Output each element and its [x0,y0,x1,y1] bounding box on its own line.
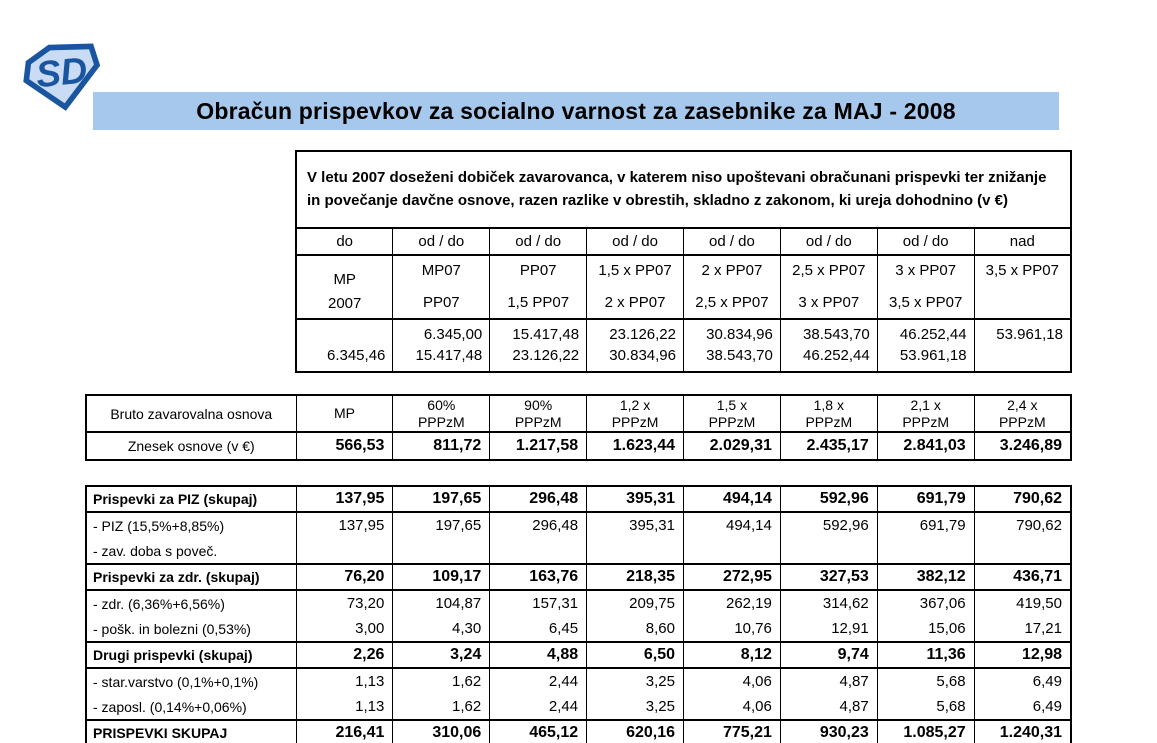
contrib-sub-values: 790,62 [974,512,1071,564]
qualifier-cell: od / do [684,228,781,255]
profit-amount-row [296,319,1071,372]
amount-top: 15.417,48 [512,326,580,343]
qualifier-cell: do [296,228,393,255]
contrib-value-cell: 620,16 [587,720,684,743]
base-header-cell [780,395,877,432]
base-header-line2: PPPzM [417,413,465,430]
base-label-header: Bruto zavarovalna osnova [86,395,296,432]
base-header-line1: 1,5 x [716,396,748,413]
range-bottom: 2 x PP07 [604,294,666,311]
contrib-sub-values: 137,95 [296,512,393,564]
contrib-total-row-zdr [86,564,1071,590]
amount-cell [684,319,781,372]
contrib-value-cell: 930,23 [780,720,877,743]
base-row-label: Znesek osnove (v €) [86,432,296,460]
gross-base-table [85,394,1072,461]
contrib-sub-block-zdr [86,590,1071,642]
qualifier-cell: od / do [490,228,587,255]
contrib-sub-label: - pošk. in bolezni (0,53%) [93,620,251,637]
contrib-value-cell: 395,31 [587,486,684,512]
contrib-sub-values: 296,48 [490,512,587,564]
contributions-table [85,485,1072,743]
base-header-row [86,395,1071,432]
base-header-line2: PPPzM [902,413,950,430]
contrib-row-label: Prispevki za PIZ (skupaj) [86,486,296,512]
qualifier-cell: od / do [877,228,974,255]
contrib-value-cell: 4,88 [490,642,587,668]
amount-cell [587,319,684,372]
contrib-value-cell: 592,96 [780,486,877,512]
contrib-sub-values: 73,20 3,00 [296,590,393,642]
contrib-value-cell: 691,79 [877,486,974,512]
contrib-sub-labels [86,668,296,720]
base-header-line2: PPPzM [805,413,853,430]
title-banner [93,92,1059,130]
contrib-value-cell: 109,17 [393,564,490,590]
profit-caption-row [296,151,1071,228]
qualifier-cell: od / do [587,228,684,255]
base-header-line1: 60% [427,396,456,413]
base-header-cell [684,395,781,432]
qualifier-cell: nad [974,228,1071,255]
range-top: 2 x PP07 [701,262,763,279]
base-header-cell [393,395,490,432]
contrib-sub-values: 592,96 [780,512,877,564]
contrib-value-cell: 775,21 [684,720,781,743]
sd-logo [22,40,102,112]
contrib-row-label: Drugi prispevki (skupaj) [86,642,296,668]
range-bottom: 3,5 x PP07 [888,294,963,311]
amount-bottom: 6.345,46 [326,347,386,364]
contrib-value-cell: 2,26 [296,642,393,668]
contrib-sub-block-piz [86,512,1071,564]
range-cell [393,255,490,319]
amount-top: 53.961,18 [996,326,1063,343]
base-header-line2: PPPzM [514,413,562,430]
qualifier-cell: od / do [393,228,490,255]
contrib-sub-labels [86,590,296,642]
contrib-value-cell: 76,20 [296,564,393,590]
base-header-cell [490,395,587,432]
contrib-sub-values: 367,06 15,06 [877,590,974,642]
base-header-cell [877,395,974,432]
profit-table-caption: V letu 2007 doseženi dobiček zavarovanca, v katerem niso upoštevani obračunani prispevki ter znižanje in povečanje davčne osnove, razen razlike v obrestih, skladno z zakonom, ki ureja dohodnino (v €) [296,151,1071,228]
contrib-sub-values: 4,06 4,06 [684,668,781,720]
contrib-value-cell: 163,76 [490,564,587,590]
base-header-line2: PPPzM [611,413,659,430]
amount-cell [393,319,490,372]
qualifier-cell: od / do [780,228,877,255]
contrib-sub-values: 419,50 17,21 [974,590,1071,642]
range-bottom: 3 x PP07 [798,294,860,311]
amount-top: 23.126,22 [609,326,676,343]
base-header-line1: MP [333,405,355,421]
contrib-sub-label: - zdr. (6,36%+6,56%) [93,595,225,612]
contrib-sub-values: 209,75 8,60 [587,590,684,642]
base-value-cell: 566,53 [296,432,393,460]
base-header-cell [587,395,684,432]
base-header-line1: 1,2 x [619,396,651,413]
amount-top: 38.543,70 [803,326,870,343]
base-header-line1: 1,8 x [813,396,844,413]
contrib-value-cell: 11,36 [877,642,974,668]
range-top: 3 x PP07 [895,262,957,279]
contrib-sub-values: 314,62 12,91 [780,590,877,642]
range-top: 2,5 x PP07 [792,262,866,279]
contrib-sub-values: 1,62 1,62 [393,668,490,720]
contrib-sub-values: 157,31 6,45 [490,590,587,642]
base-header-line2: PPPzM [708,413,756,430]
base-value-cell: 1.623,44 [587,432,684,460]
contrib-value-cell: 465,12 [490,720,587,743]
amount-top: 46.252,44 [899,326,967,343]
contrib-sub-values: 2,44 2,44 [490,668,587,720]
contrib-sub-label: - PIZ (15,5%+8,85%) [93,517,225,534]
amount-cell [877,319,974,372]
contrib-total-row-drugi [86,642,1071,668]
sd-diamond-icon [22,40,102,112]
contrib-value-cell: 3,24 [393,642,490,668]
range-cell [490,255,587,319]
amount-cell [780,319,877,372]
contrib-sub-label: - star.varstvo (0,1%+0,1%) [93,673,259,690]
range-bottom: 2007 [328,295,362,312]
contrib-value-cell: 137,95 [296,486,393,512]
contrib-row-label: PRISPEVKI SKUPAJ [86,720,296,743]
range-cell [877,255,974,319]
svg-text:SD: SD [34,49,90,96]
contrib-sub-values: 104,87 4,30 [393,590,490,642]
amount-bottom: 38.543,70 [706,347,773,364]
contrib-sub-values: 5,68 5,68 [877,668,974,720]
contrib-sub-block-drugi [86,668,1071,720]
profit-range-row [296,255,1071,319]
base-value-cell: 3.246,89 [974,432,1071,460]
contrib-total-row-piz [86,486,1071,512]
contrib-sub-values: 1,13 1,13 [296,668,393,720]
range-bottom: PP07 [422,294,460,311]
amount-bottom: 30.834,96 [609,347,676,364]
base-value-cell: 1.217,58 [490,432,587,460]
range-cell [780,255,877,319]
contrib-sub-label: - zaposl. (0,14%+0,06%) [93,698,247,715]
contrib-sub-values: 4,87 4,87 [780,668,877,720]
base-header-line1: 2,1 x [910,396,941,413]
base-header-line1: 90% [524,396,553,413]
contrib-value-cell: 8,12 [684,642,781,668]
range-top: MP [333,271,356,288]
range-top: PP07 [519,262,557,279]
amount-bottom: 46.252,44 [803,347,870,364]
base-value-row [86,432,1071,460]
contrib-value-cell: 218,35 [587,564,684,590]
amount-cell [974,319,1071,372]
contrib-value-cell: 494,14 [684,486,781,512]
amount-bottom: 53.961,18 [899,347,967,364]
base-header-line1: 2,4 x [1007,396,1038,413]
amount-cell [490,319,587,372]
contrib-value-cell: 1.085,27 [877,720,974,743]
amount-top: 30.834,96 [706,326,773,343]
amount-bottom: 15.417,48 [415,347,483,364]
range-cell [974,255,1071,319]
contrib-sub-values: 691,79 [877,512,974,564]
contrib-grand-total-row [86,720,1071,743]
base-value-cell: 2.435,17 [780,432,877,460]
contrib-value-cell: 296,48 [490,486,587,512]
profit-qualifier-row [296,228,1071,255]
contrib-sub-values: 197,65 [393,512,490,564]
contrib-value-cell: 1.240,31 [974,720,1071,743]
contrib-row-label: Prispevki za zdr. (skupaj) [86,564,296,590]
contrib-value-cell: 197,65 [393,486,490,512]
base-value-cell: 2.029,31 [684,432,781,460]
contrib-value-cell: 6,50 [587,642,684,668]
range-top: 1,5 x PP07 [598,262,672,279]
contrib-sub-values: 6,49 6,49 [974,668,1071,720]
profit-ranges-table [295,150,1072,373]
contrib-value-cell: 12,98 [974,642,1071,668]
range-top: MP07 [421,262,461,279]
base-value-cell: 2.841,03 [877,432,974,460]
contrib-sub-label: - zav. doba s poveč. [93,542,218,559]
range-bottom: 1,5 PP07 [507,294,570,311]
contrib-value-cell: 790,62 [974,486,1071,512]
contrib-value-cell: 272,95 [684,564,781,590]
contrib-sub-labels [86,512,296,564]
amount-top: 6.345,00 [423,326,483,343]
range-cell [587,255,684,319]
contrib-value-cell: 216,41 [296,720,393,743]
base-header-cell [296,395,393,432]
base-value-cell: 811,72 [393,432,490,460]
page-title: Obračun prispevkov za socialno varnost za zasebnike za MAJ - 2008 [196,97,956,124]
amount-cell [296,319,393,372]
range-cell [296,255,393,319]
contrib-value-cell: 310,06 [393,720,490,743]
base-header-line2: PPPzM [998,413,1046,430]
amount-bottom: 23.126,22 [512,347,580,364]
contrib-value-cell: 327,53 [780,564,877,590]
base-header-cell [974,395,1071,432]
contrib-sub-values: 3,25 3,25 [587,668,684,720]
range-top: 3,5 x PP07 [985,262,1059,279]
contrib-value-cell: 436,71 [974,564,1071,590]
range-cell [684,255,781,319]
range-bottom: 2,5 x PP07 [695,294,769,311]
contrib-value-cell: 9,74 [780,642,877,668]
contrib-sub-values: 262,19 10,76 [684,590,781,642]
contrib-value-cell: 382,12 [877,564,974,590]
contrib-sub-values: 395,31 [587,512,684,564]
contrib-sub-values: 494,14 [684,512,781,564]
